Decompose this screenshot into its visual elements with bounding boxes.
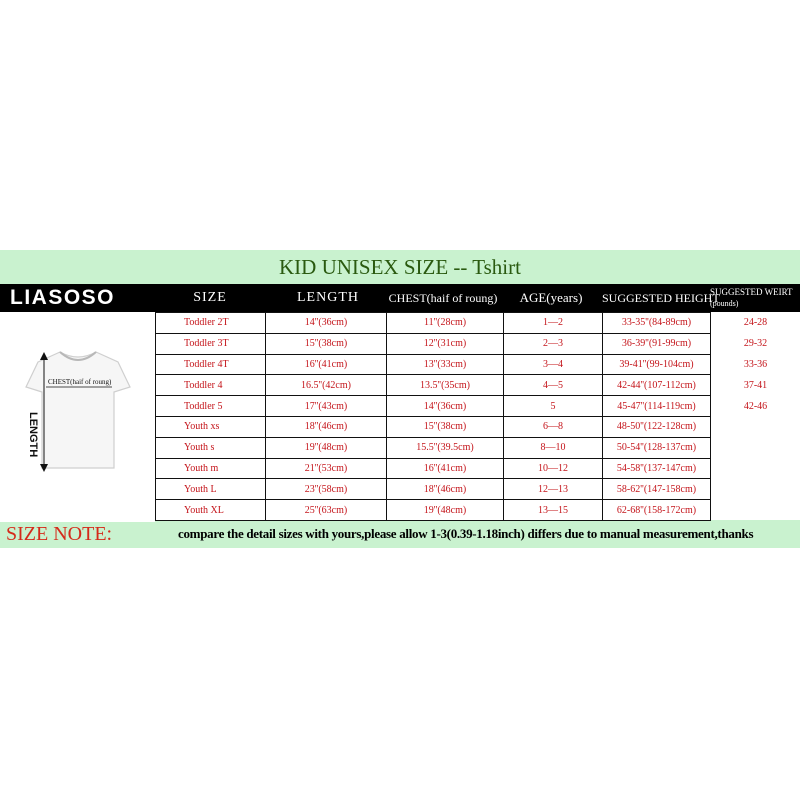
cell-length: 16''(41cm)	[266, 354, 387, 375]
size-note-text: compare the detail sizes with yours,please allow 1-3(0.39-1.18inch) differs due to manual measurement,thanks	[178, 526, 754, 541]
length-arrow-up-icon	[40, 352, 48, 360]
cell-size: Toddler 2T	[156, 313, 266, 334]
cell-chest: 18''(46cm)	[387, 479, 504, 500]
cell-chest: 13''(33cm)	[387, 354, 504, 375]
cell-weight	[711, 458, 800, 479]
header-bar	[0, 284, 800, 312]
cell-age: 6—8	[504, 416, 603, 437]
cell-chest: 15.5''(39.5cm)	[387, 437, 504, 458]
cell-height: 58-62''(147-158cm)	[603, 479, 711, 500]
cell-chest: 12''(31cm)	[387, 333, 504, 354]
cell-age: 3—4	[504, 354, 603, 375]
size-table-area	[155, 312, 800, 520]
size-table	[155, 312, 800, 521]
table-row	[156, 437, 800, 458]
cell-size: Youth m	[156, 458, 266, 479]
cell-length: 23''(58cm)	[266, 479, 387, 500]
table-row	[156, 479, 800, 500]
cell-height: 62-68''(158-172cm)	[603, 500, 711, 521]
header-weight-label: SUGGESTED WEIRT	[710, 287, 793, 297]
header-weight-unit: (pounds)	[710, 299, 739, 308]
table-row	[156, 500, 800, 521]
cell-chest: 13.5''(35cm)	[387, 375, 504, 396]
cell-length: 14''(36cm)	[266, 313, 387, 334]
cell-age: 5	[504, 396, 603, 417]
cell-age: 4—5	[504, 375, 603, 396]
cell-height: 39-41''(99-104cm)	[603, 354, 711, 375]
cell-length: 25''(63cm)	[266, 500, 387, 521]
cell-weight	[711, 500, 800, 521]
tshirt-shape	[26, 352, 130, 468]
cell-age: 2—3	[504, 333, 603, 354]
cell-length: 16.5''(42cm)	[266, 375, 387, 396]
cell-height: 42-44''(107-112cm)	[603, 375, 711, 396]
table-row	[156, 375, 800, 396]
table-row	[156, 458, 800, 479]
length-label: LENGTH	[27, 412, 39, 458]
table-row	[156, 416, 800, 437]
cell-length: 21''(53cm)	[266, 458, 387, 479]
cell-height: 50-54''(128-137cm)	[603, 437, 711, 458]
header-age: AGE(years)	[519, 290, 583, 305]
cell-age: 12—13	[504, 479, 603, 500]
cell-size: Youth xs	[156, 416, 266, 437]
cell-chest: 16''(41cm)	[387, 458, 504, 479]
header-height: SUGGESTED HEIGHT	[602, 291, 720, 305]
cell-age: 10—12	[504, 458, 603, 479]
cell-weight: 42-46	[711, 396, 800, 417]
size-note	[0, 520, 800, 548]
cell-chest: 19''(48cm)	[387, 500, 504, 521]
size-table-body	[156, 313, 800, 521]
header-weight	[710, 284, 800, 312]
cell-size: Toddler 5	[156, 396, 266, 417]
cell-length: 19''(48cm)	[266, 437, 387, 458]
cell-height: 48-50''(122-128cm)	[603, 416, 711, 437]
size-chart	[0, 250, 800, 548]
chart-title: KID UNISEX SIZE -- Tshirt	[279, 255, 521, 279]
table-row	[156, 396, 800, 417]
cell-weight	[711, 479, 800, 500]
header-length: LENGTH	[297, 290, 359, 305]
cell-chest: 11''(28cm)	[387, 313, 504, 334]
cell-height: 36-39''(91-99cm)	[603, 333, 711, 354]
cell-weight: 24-28	[711, 313, 800, 334]
cell-weight: 33-36	[711, 354, 800, 375]
tshirt-diagram	[0, 312, 155, 522]
cell-size: Toddler 3T	[156, 333, 266, 354]
brand-logo: LIASOSO	[10, 286, 116, 309]
table-row	[156, 313, 800, 334]
cell-length: 18''(46cm)	[266, 416, 387, 437]
cell-size: Toddler 4T	[156, 354, 266, 375]
cell-length: 15''(38cm)	[266, 333, 387, 354]
table-row	[156, 354, 800, 375]
cell-age: 8—10	[504, 437, 603, 458]
cell-size: Youth XL	[156, 500, 266, 521]
header-size: SIZE	[193, 290, 227, 305]
cell-height: 54-58''(137-147cm)	[603, 458, 711, 479]
header-chest: CHEST(haif of roung)	[388, 291, 498, 305]
size-note-label: SIZE NOTE:	[6, 523, 113, 545]
cell-chest: 14''(36cm)	[387, 396, 504, 417]
cell-weight	[711, 416, 800, 437]
chest-label: CHEST(haif of roung)	[48, 378, 112, 386]
cell-height: 45-47''(114-119cm)	[603, 396, 711, 417]
cell-weight: 37-41	[711, 375, 800, 396]
cell-height: 33-35''(84-89cm)	[603, 313, 711, 334]
cell-size: Toddler 4	[156, 375, 266, 396]
cell-size: Youth s	[156, 437, 266, 458]
cell-age: 1—2	[504, 313, 603, 334]
cell-chest: 15''(38cm)	[387, 416, 504, 437]
cell-length: 17''(43cm)	[266, 396, 387, 417]
table-row	[156, 333, 800, 354]
cell-weight: 29-32	[711, 333, 800, 354]
tshirt-icon	[0, 312, 155, 522]
cell-age: 13—15	[504, 500, 603, 521]
cell-weight	[711, 437, 800, 458]
cell-size: Youth L	[156, 479, 266, 500]
